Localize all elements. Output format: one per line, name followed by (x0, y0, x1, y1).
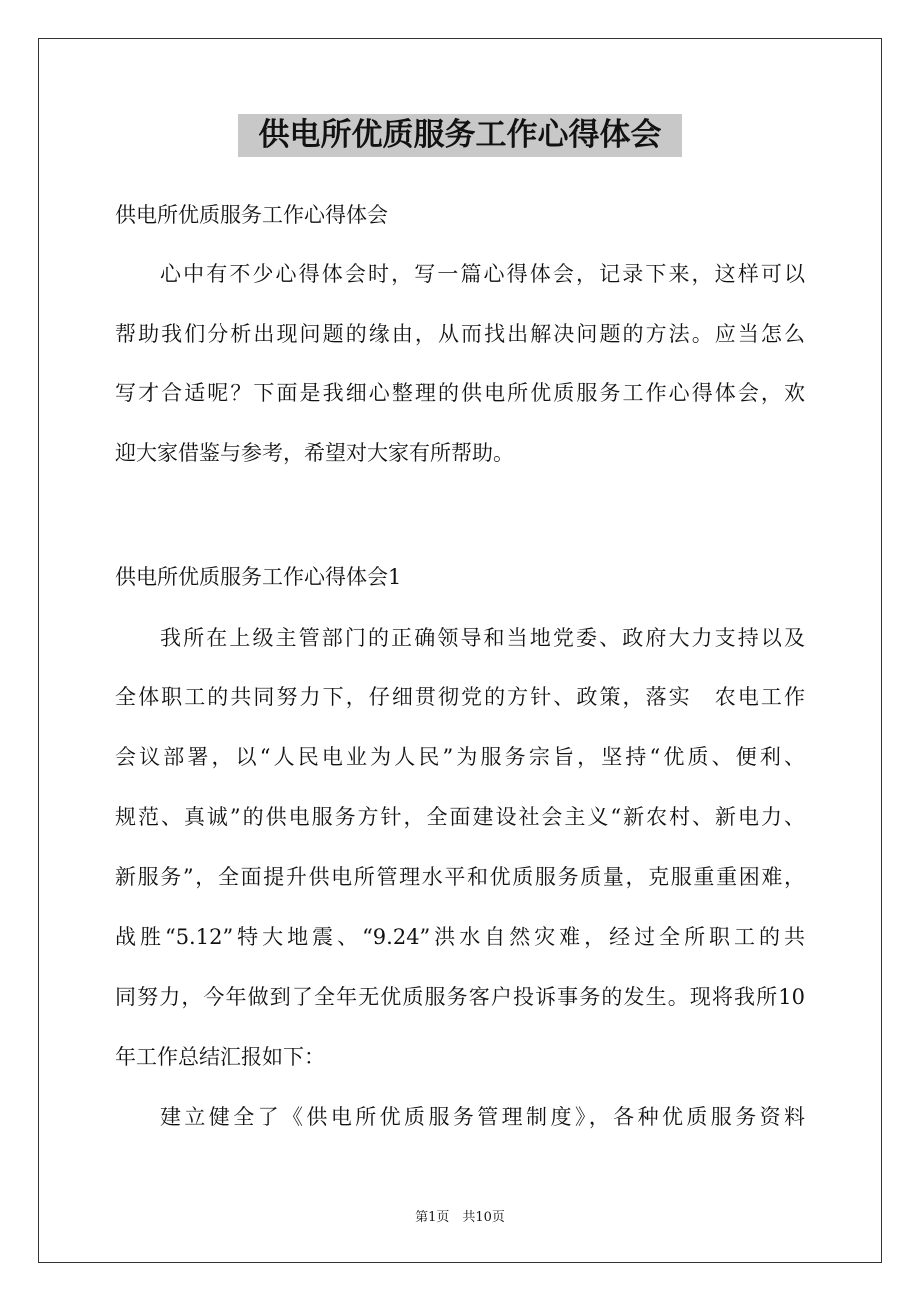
intro-line: 帮助我们分析出现问题的缘由，从而找出解决问题的方法。应当怎么 (115, 322, 805, 346)
body-line: 新服务”，全面提升供电所管理水平和优质服务质量，克服重重困难， (115, 865, 805, 889)
document-title: 供电所优质服务工作心得体会 (238, 114, 682, 157)
body-line: 建立健全了《供电所优质服务管理制度》，各种优质服务资料 (160, 1105, 805, 1129)
body-line: 战胜“5.12”特大地震、“9.24”洪水自然灾难，经过全所职工的共 (115, 925, 805, 949)
section-heading: 供电所优质服务工作心得体会1 (115, 565, 402, 589)
intro-line: 写才合适呢？下面是我细心整理的供电所优质服务工作心得体会，欢 (115, 381, 805, 405)
body-line: 全体职工的共同努力下，仔细贯彻党的方针、政策，落实 农电工作 (115, 685, 805, 709)
body-line: 同努力，今年做到了全年无优质服务客户投诉事务的发生。现将我所10 (115, 985, 805, 1009)
body-line: 年工作总结汇报如下： (115, 1045, 325, 1069)
intro-line: 心中有不少心得体会时，写一篇心得体会，记录下来，这样可以 (160, 262, 805, 286)
page-number-footer: 第1页 共10页 (415, 1210, 505, 1225)
intro-line: 迎大家借鉴与参考，希望对大家有所帮助。 (115, 441, 514, 465)
document-subtitle: 供电所优质服务工作心得体会 (115, 203, 388, 227)
body-line: 规范、真诚”的供电服务方针，全面建设社会主义“新农村、新电力、 (115, 805, 805, 829)
body-line: 会议部署，以“人民电业为人民”为服务宗旨，坚持“优质、便利、 (115, 745, 805, 769)
body-line: 我所在上级主管部门的正确领导和当地党委、政府大力支持以及 (160, 626, 805, 650)
